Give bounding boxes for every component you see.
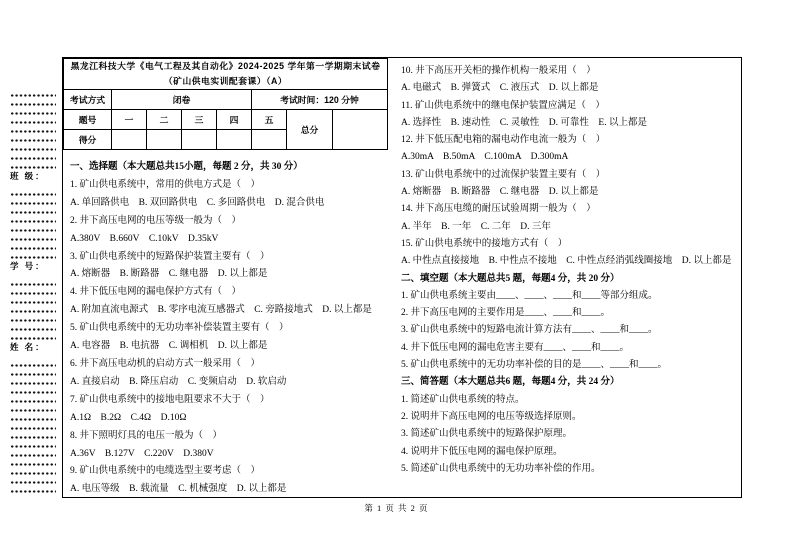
question-text: 13. 矿山供电系统中的过流保护装置主要有（ ） <box>401 169 606 180</box>
question-text: 12. 井下低压配电箱的漏电动作电流一般为（ ） <box>401 135 606 146</box>
question-options: A. 熔断器 B. 断路器 C. 继电器 D. 以上都是 <box>401 187 599 198</box>
question-text: 7. 矿山供电系统中的接地电阻要求不大于（ ） <box>70 394 270 405</box>
short-answer-item: 1. 简述矿山供电系统的特点。 <box>401 394 525 405</box>
section-heading-fill: 二、填空题（本大题总共5 题，每题4 分，共 20 分） <box>401 273 620 284</box>
question-number-row-label: 题号 <box>64 110 112 130</box>
exam-mode-label: 考试方式 <box>64 90 112 110</box>
section-column-3: 三 <box>182 110 217 130</box>
score-cell <box>182 130 217 150</box>
right-column <box>401 58 737 478</box>
score-cell <box>112 130 147 150</box>
section-column-2: 二 <box>147 110 182 130</box>
section-column-5: 五 <box>252 110 287 130</box>
score-cell <box>217 130 252 150</box>
question-options: A. 直接启动 B. 降压启动 C. 变频启动 D. 软启动 <box>70 376 287 387</box>
question-options: A.380V B.660V C.10kV D.35kV <box>70 233 219 244</box>
short-answer-item: 4. 说明井下低压电网的漏电保护原理。 <box>401 446 563 457</box>
exam-mode-value: 闭卷 <box>112 90 252 110</box>
seal-field-label-name: 姓 名： <box>10 342 46 352</box>
question-text: 14. 井下高压电缆的耐压试验周期一般为（ ） <box>401 204 596 215</box>
question-options: A. 单回路供电 B. 双回路供电 C. 多回路供电 D. 混合供电 <box>70 197 325 208</box>
question-text: 3. 矿山供电系统中的短路保护装置主要有（ ） <box>70 251 270 262</box>
fill-item: 5. 矿山供电系统中的无功功率补偿的目的是____、____和____。 <box>401 360 668 371</box>
total-score-cell <box>333 110 388 150</box>
question-options: A. 选择性 B. 速动性 C. 灵敏性 D. 可靠性 E. 以上都是 <box>401 117 647 128</box>
seal-dots <box>10 187 56 259</box>
fill-item: 3. 矿山供电系统中的短路电流计算方法有____、____和____。 <box>401 325 658 336</box>
question-options: A. 电磁式 B. 弹簧式 C. 液压式 D. 以上都是 <box>401 83 599 94</box>
exam-title: 黑龙江科技大学《电气工程及其自动化》2024-2025 学年第一学期期末试卷（矿山供电实训配套课）（A） <box>64 59 388 90</box>
question-text: 9. 矿山供电系统中的电缆选型主要考虑（ ） <box>70 466 261 477</box>
total-score-label: 总分 <box>287 110 333 150</box>
section-column-1: 一 <box>112 110 147 130</box>
fill-item: 1. 矿山供电系统主要由____、____、____和____等部分组成。 <box>401 290 658 301</box>
left-column <box>63 58 387 498</box>
short-answer-item: 2. 说明井下高压电网的电压等级选择原则。 <box>401 411 582 422</box>
question-text: 11. 矿山供电系统中的继电保护装置应满足（ ） <box>401 100 605 111</box>
question-text: 2. 井下高压电网的电压等级一般为（ ） <box>70 215 242 226</box>
fill-item: 4. 井下低压电网的漏电危害主要有____、____和____。 <box>401 342 630 353</box>
question-text: 8. 井下照明灯具的电压一般为（ ） <box>70 430 223 441</box>
question-text: 10. 井下高压开关柜的操作机构一般采用（ ） <box>401 66 596 76</box>
short-answer-item: 5. 简述矿山供电系统中的无功功率补偿的作用。 <box>401 463 601 474</box>
seal-dots <box>10 88 56 169</box>
section-column-4: 四 <box>217 110 252 130</box>
score-cell <box>147 130 182 150</box>
score-cell <box>252 130 287 150</box>
seal-dots <box>10 277 56 340</box>
question-options: A.30mA B.50mA C.100mA D.300mA <box>401 152 569 163</box>
question-text: 5. 矿山供电系统中的无功功率补偿装置主要有（ ） <box>70 323 289 334</box>
question-options: A. 电容器 B. 电抗器 C. 调相机 D. 以上都是 <box>70 341 268 352</box>
seal-field-label-class: 班 级： <box>10 171 46 181</box>
question-options: A. 熔断器 B. 断路器 C. 继电器 D. 以上都是 <box>70 269 268 280</box>
question-text: 1. 矿山供电系统中，常用的供电方式是（ ） <box>70 179 261 190</box>
question-options: A. 电压等级 B. 载流量 C. 机械强度 D. 以上都是 <box>70 484 287 495</box>
seal-field-label-student-id: 学 号： <box>10 261 46 271</box>
question-options: A.36V B.127V C.220V D.380V <box>70 448 214 459</box>
question-text: 4. 井下低压电网的漏电保护方式有（ ） <box>70 287 242 298</box>
exam-time: 考试时间：120 分钟 <box>252 90 388 110</box>
score-row-label: 得分 <box>64 130 112 150</box>
question-text: 6. 井下高压电动机的启动方式一般采用（ ） <box>70 358 261 369</box>
question-text: 15. 矿山供电系统中的接地方式有（ ） <box>401 238 568 249</box>
section-heading-choice: 一、选择题（本大题总共15小题，每题 2 分，共 30 分） <box>70 162 303 172</box>
question-options: A. 附加直流电源式 B. 零序电流互感器式 C. 旁路接地式 D. 以上都是 <box>70 305 372 316</box>
question-options: A.1Ω B.2Ω C.4Ω D.10Ω <box>70 412 187 423</box>
page-footer: 第 1 页 共 2 页 <box>364 503 429 513</box>
question-options: A. 半年 B. 一年 C. 二年 D. 三年 <box>401 221 551 232</box>
exam-paper-frame <box>62 57 742 498</box>
section-heading-short-answer: 三、简答题（本大题总共6 题，每题4 分，共 24 分） <box>401 377 620 388</box>
seal-margin <box>10 88 60 493</box>
question-options: A. 中性点直接接地 B. 中性点不接地 C. 中性点经消弧线圈接地 D. 以上都是 <box>401 256 732 267</box>
seal-dots <box>10 358 56 493</box>
exam-header-table <box>63 58 388 150</box>
choice-section <box>63 159 387 498</box>
fill-item: 2. 井下高压电网的主要作用是____、____和____。 <box>401 308 611 319</box>
short-answer-item: 3. 简述矿山供电系统中的短路保护原理。 <box>401 429 573 440</box>
